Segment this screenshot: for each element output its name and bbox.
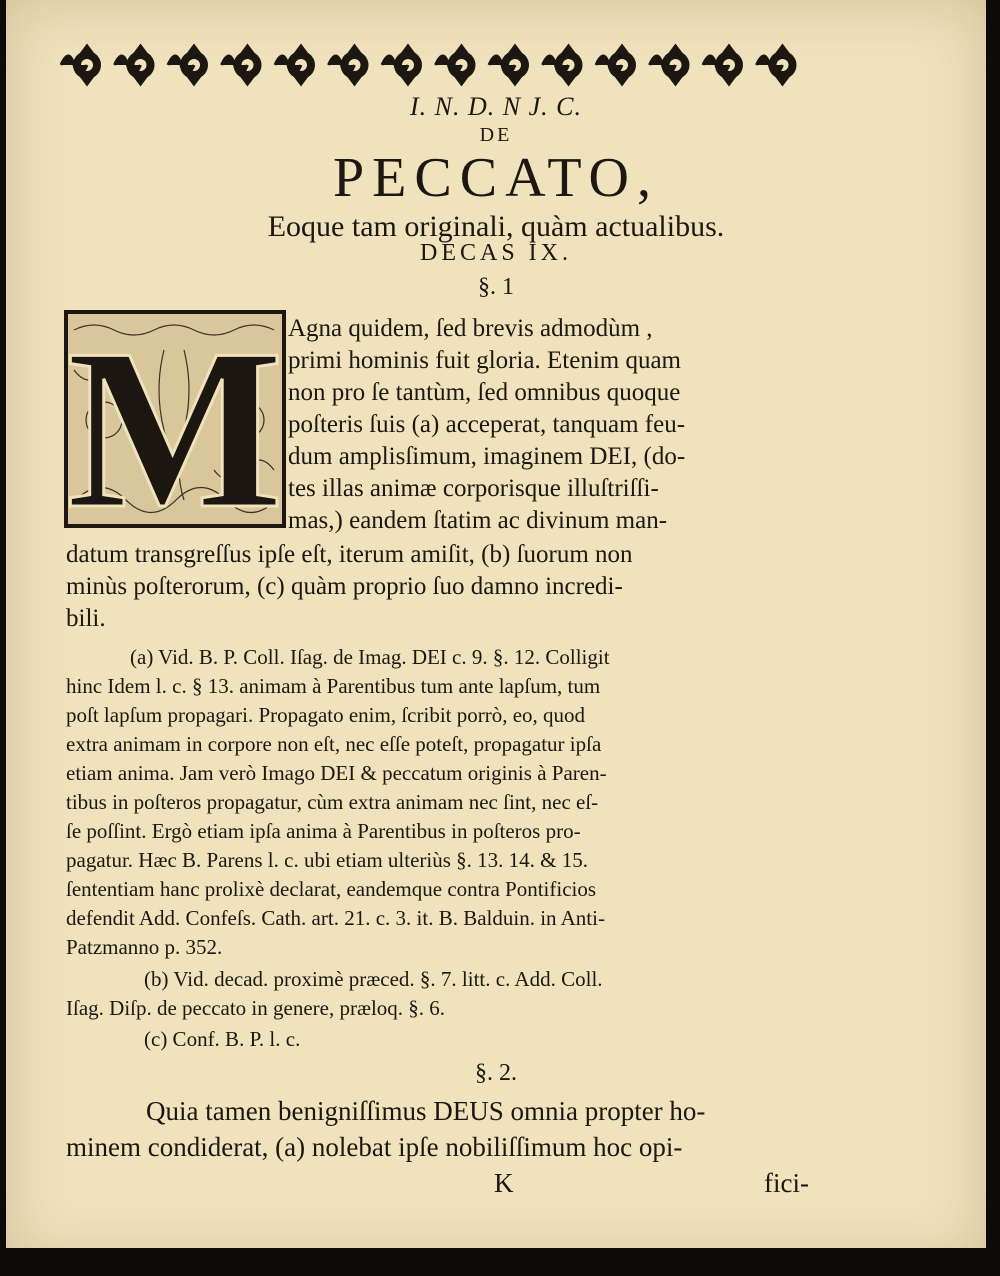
text-line: minem condiderat, (a) nolebat ipſe nobiliſſimum hoc opi- [66, 1132, 683, 1162]
section-marker-2: §. 2. [475, 1060, 517, 1086]
invocation: I. N. D. N J. C. [410, 92, 582, 121]
footnote-line: defendit Add. Confeſs. Cath. art. 21. c. 3. it. B. Balduin. in Anti- [66, 906, 605, 930]
text-line: datum transgreſſus ipſe eſt, iterum amiſit, (b) ſuorum non [66, 541, 633, 568]
catchword: fici- [764, 1168, 809, 1198]
footnote-line: (a) Vid. B. P. Coll. Iſag. de Imag. DEI c. 9. §. 12. Colligit [130, 645, 610, 669]
subtitle: Eoque tam originali, quàm actualibus. [267, 210, 725, 243]
text-line: minùs poſterorum, (c) quàm proprio ſuo damno incredi- [66, 573, 623, 600]
text-line: tes illas animæ corporisque illuſtriſſi- [288, 475, 659, 502]
initial-letter: M [66, 310, 284, 528]
footnote-line: poſt lapſum propagari. Propagato enim, ſcribit porrò, eo, quod [66, 703, 586, 727]
footnote-line: ſe poſſint. Ergò etiam ipſa anima à Parentibus in poſteros pro- [66, 819, 581, 843]
page-edge-shadow [6, 1248, 986, 1262]
text-line: Quia tamen benigniſſimus DEUS omnia propter ho- [146, 1096, 706, 1126]
footnote-line: Patzmanno p. 352. [66, 935, 223, 959]
page-title: PECCATO, [333, 147, 659, 209]
footnote-line: hinc Idem l. c. § 13. animam à Parentibus tum ante lapſum, tum [66, 674, 601, 698]
text-line: non pro ſe tantùm, ſed omnibus quoque [288, 379, 681, 406]
signature-mark: K [494, 1168, 514, 1198]
text-line: dum amplisſimum, imaginem DEI, (do- [288, 443, 686, 470]
footnote-line: extra animam in corpore non eſt, nec eſſe poteſt, propagatur ipſa [66, 732, 602, 756]
footnote-line: (c) Conf. B. P. l. c. [144, 1027, 301, 1051]
footnote-line: Iſag. Diſp. de peccato in genere, præloq. §. 6. [66, 996, 446, 1020]
footnote-line: tibus in poſteros propagatur, cùm extra animam nec ſint, nec eſ- [66, 790, 599, 814]
footnote-line: pagatur. Hæc B. Parens l. c. ubi etiam ulteriùs §. 13. 14. & 15. [66, 848, 589, 872]
text-line: poſteris ſuis (a) acceperat, tanquam feu- [288, 411, 686, 438]
decas-heading: DECAS IX. [419, 240, 572, 266]
footnote-line: (b) Vid. decad. proximè præced. §. 7. litt. c. Add. Coll. [144, 967, 603, 991]
section-marker-1: §. 1 [478, 274, 514, 300]
text-line: Agna quidem, ſed brevis admodùm , [288, 315, 653, 342]
text-line: primi hominis fuit gloria. Etenim quam [288, 347, 682, 374]
book-page [6, 0, 986, 1262]
text-line: bili. [66, 605, 106, 632]
decorated-initial-m [64, 310, 286, 528]
ornament-band [60, 42, 812, 88]
text-line: mas,) eandem ſtatim ac divinum man- [288, 507, 668, 534]
title-de: DE [479, 124, 513, 146]
footnote-line: ſententiam hanc prolixè declarat, eandemque contra Pontificios [66, 877, 597, 901]
footnote-line: etiam anima. Jam verò Imago DEI & peccatum originis à Paren- [66, 761, 607, 785]
